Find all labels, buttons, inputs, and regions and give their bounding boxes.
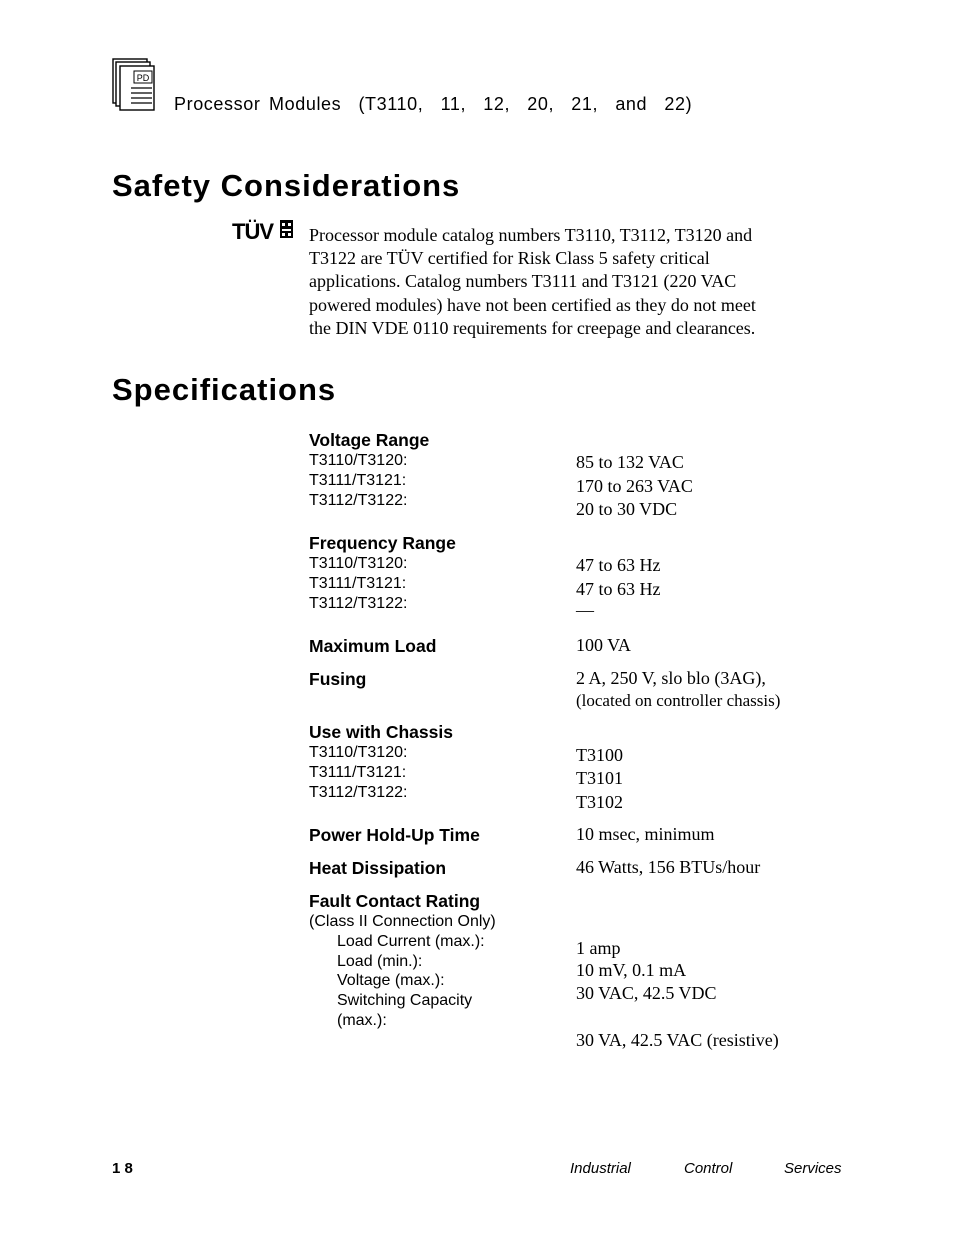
footer-services: Services (784, 1160, 842, 1177)
frequency-model: T3112/T3122: (309, 595, 408, 612)
fault-item-value: 30 VAC, 42.5 VDC (576, 983, 717, 1003)
voltage-value: 170 to 263 VAC (576, 476, 693, 496)
fault-item-label: Switching Capacity (337, 992, 473, 1009)
page-number: 1 8 (112, 1160, 133, 1177)
footer-industrial: Industrial (570, 1160, 631, 1177)
pd-document-icon (112, 58, 156, 112)
fusing-label: Fusing (309, 669, 367, 689)
safety-heading: Safety Considerations (112, 168, 461, 203)
heat-dissipation-label: Heat Dissipation (309, 858, 447, 878)
chassis-model: T3111/T3121: (309, 764, 407, 781)
frequency-model: T3110/T3120: (309, 555, 408, 572)
power-holdup-label: Power Hold-Up Time (309, 825, 480, 845)
safety-line: Processor module catalog numbers T3110, T3112, T3120 and (309, 225, 753, 245)
voltage-value: 20 to 30 VDC (576, 499, 678, 519)
fault-item-label: Load Current (max.): (337, 933, 485, 950)
safety-line: the DIN VDE 0110 requirements for creepage and clearances. (309, 317, 756, 338)
chassis-model: T3110/T3120: (309, 744, 408, 761)
tuv-logo-text: TÜV (232, 219, 273, 243)
power-holdup-value: 10 msec, minimum (576, 824, 715, 844)
chassis-model: T3112/T3122: (309, 784, 408, 801)
safety-line: powered modules) have not been certified as they do not meet (309, 294, 756, 315)
tuv-logo-icon (232, 219, 294, 243)
fusing-note: (located on controller chassis) (576, 691, 781, 710)
chassis-label: Use with Chassis (309, 722, 453, 742)
heat-dissipation-value: 46 Watts, 156 BTUs/hour (576, 857, 761, 877)
frequency-range-label: Frequency Range (309, 533, 456, 553)
pd-logo-text: PD (136, 73, 150, 83)
voltage-range-label: Voltage Range (309, 430, 430, 450)
frequency-value: 47 to 63 Hz (576, 555, 661, 575)
fault-item-label: Load (min.): (337, 953, 423, 970)
fault-item-label: Voltage (max.): (337, 972, 445, 989)
fault-item-label: (max.): (337, 1012, 387, 1029)
voltage-value: 85 to 132 VAC (576, 452, 684, 472)
safety-line: applications. Catalog numbers T3111 and T3121 (220 VAC (309, 271, 737, 292)
fault-contact-subtitle: (Class II Connection Only) (309, 913, 496, 930)
chassis-value: T3100 (576, 745, 623, 765)
maximum-load-label: Maximum Load (309, 636, 437, 656)
specifications-heading: Specifications (112, 372, 337, 407)
safety-paragraph (309, 224, 849, 340)
footer-control: Control (684, 1160, 733, 1177)
fault-item-value: 1 amp (576, 938, 621, 958)
fault-item-value: 30 VA, 42.5 VAC (resistive) (576, 1030, 779, 1050)
chassis-value: T3102 (576, 792, 623, 812)
header-title: Processor Modules (T3110, 11, 12, 20, 21, and 22) (174, 94, 693, 114)
fusing-value: 2 A, 250 V, slo blo (3AG), (576, 668, 766, 688)
fault-item-value: 10 mV, 0.1 mA (576, 960, 687, 980)
voltage-model: T3112/T3122: (309, 492, 408, 509)
maximum-load-value: 100 VA (576, 635, 631, 655)
voltage-model: T3111/T3121: (309, 472, 407, 489)
frequency-value: — (576, 600, 594, 620)
voltage-model: T3110/T3120: (309, 452, 408, 469)
frequency-model: T3111/T3121: (309, 575, 407, 592)
frequency-value: 47 to 63 Hz (576, 579, 661, 599)
chassis-value: T3101 (576, 768, 623, 788)
fault-contact-label: Fault Contact Rating (309, 891, 481, 911)
safety-line: T3122 are TÜV certified for Risk Class 5 safety critical (309, 248, 710, 269)
